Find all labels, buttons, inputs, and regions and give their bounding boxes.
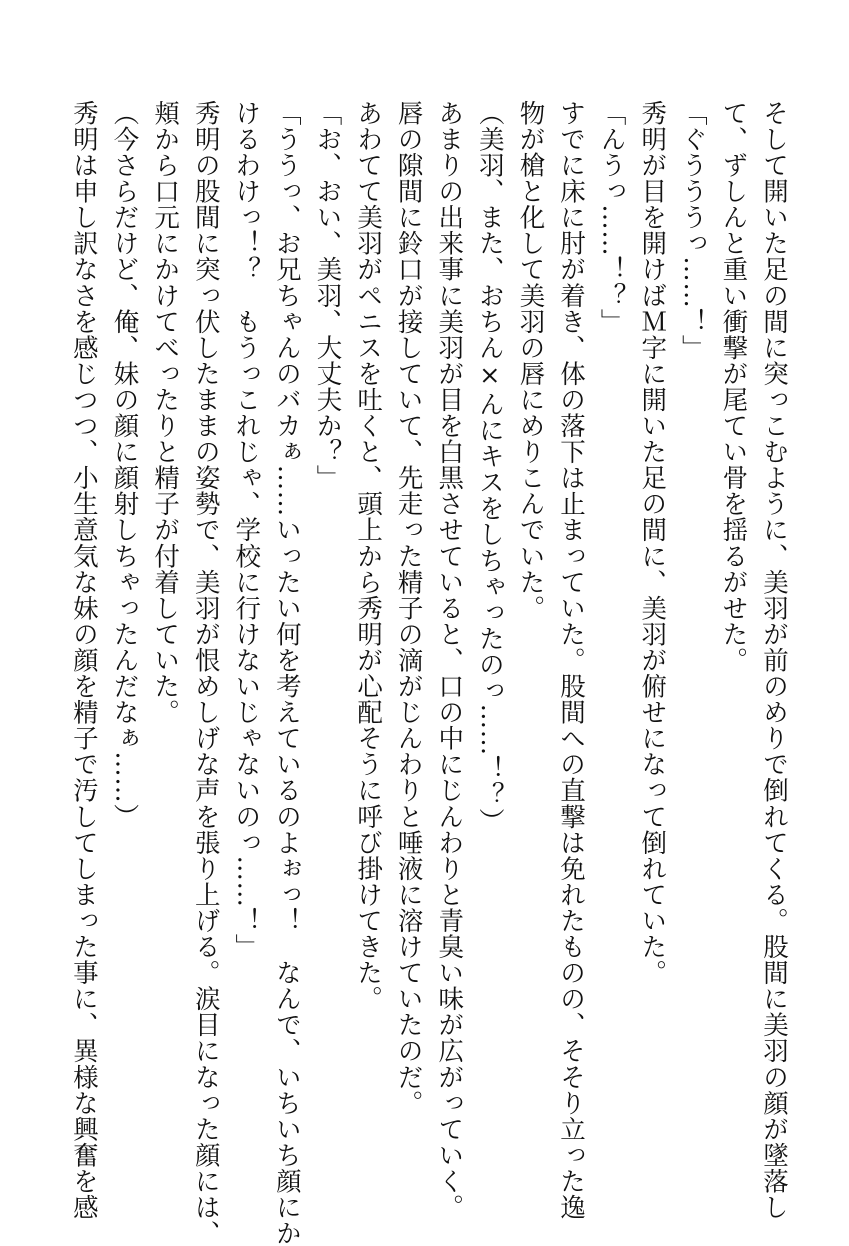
text-line: 「んうっ……！？」	[596, 100, 627, 335]
text-line: 「ぐうううっ……！」	[677, 100, 708, 361]
text-line: けるわけっ！？ もうっこれじゃ、学校に行けないじゃないのっ……！」	[231, 100, 262, 960]
text-line: 「ううっ、お兄ちゃんのバカぁ……いったい何を考えているのよぉっ！ なんで、いちいち顔にか	[271, 100, 302, 1246]
text-line: あわてて美羽がペニスを吐くと、頭上から秀明が心配そうに呼び掛けてきた。	[353, 100, 384, 1012]
text-line: あまりの出来事に美羽が目を白黒させていると、口の中にじんわりと青臭い味が広がっていく。	[434, 100, 465, 1221]
text-line: （美羽、また、おちん×んにキスをしちゃったのっ……！？）	[474, 100, 505, 834]
text-line: すでに床に肘が着き、体の落下は止まっていた。股間への直撃は免れたものの、そそり立った逸	[556, 100, 587, 1221]
text-line: 秀明は申し訳なさを感じつつ、小生意気な妹の顔を精子で汚してしまった事に、異様な興奮を感	[68, 100, 99, 1221]
text-line: 「お、おい、美羽、大丈夫か？」	[312, 100, 343, 491]
text-line: 唇の隙間に鈴口が接していて、先走った精子の滴がじんわりと唾液に溶けていたのだ。	[393, 100, 424, 1116]
text-line: そして開いた足の間に突っこむように、美羽が前のめりで倒れてくる。股間に美羽の顔が墜落し	[759, 100, 789, 1221]
text-line: 頬から口元にかけてべったりと精子が付着していた。	[150, 100, 181, 726]
vertical-text-block	[63, 100, 794, 1246]
text-line: て、ずしんと重い衝撃が尾てい骨を揺るがせた。	[718, 100, 749, 674]
text-line: （今さらだけど、俺、妹の顔に顔射しちゃったんだなぁ……）	[109, 100, 140, 830]
text-line: 秀明の股間に突っ伏したままの姿勢で、美羽が恨めしげな声を張り上げる。涙目になった顔には、	[190, 100, 221, 1246]
text-line: 秀明が目を開けばＭ字に開いた足の間に、美羽が俯せになって倒れていた。	[637, 100, 668, 986]
text-line: 物が槍と化して美羽の唇にめりこんでいた。	[515, 100, 546, 621]
